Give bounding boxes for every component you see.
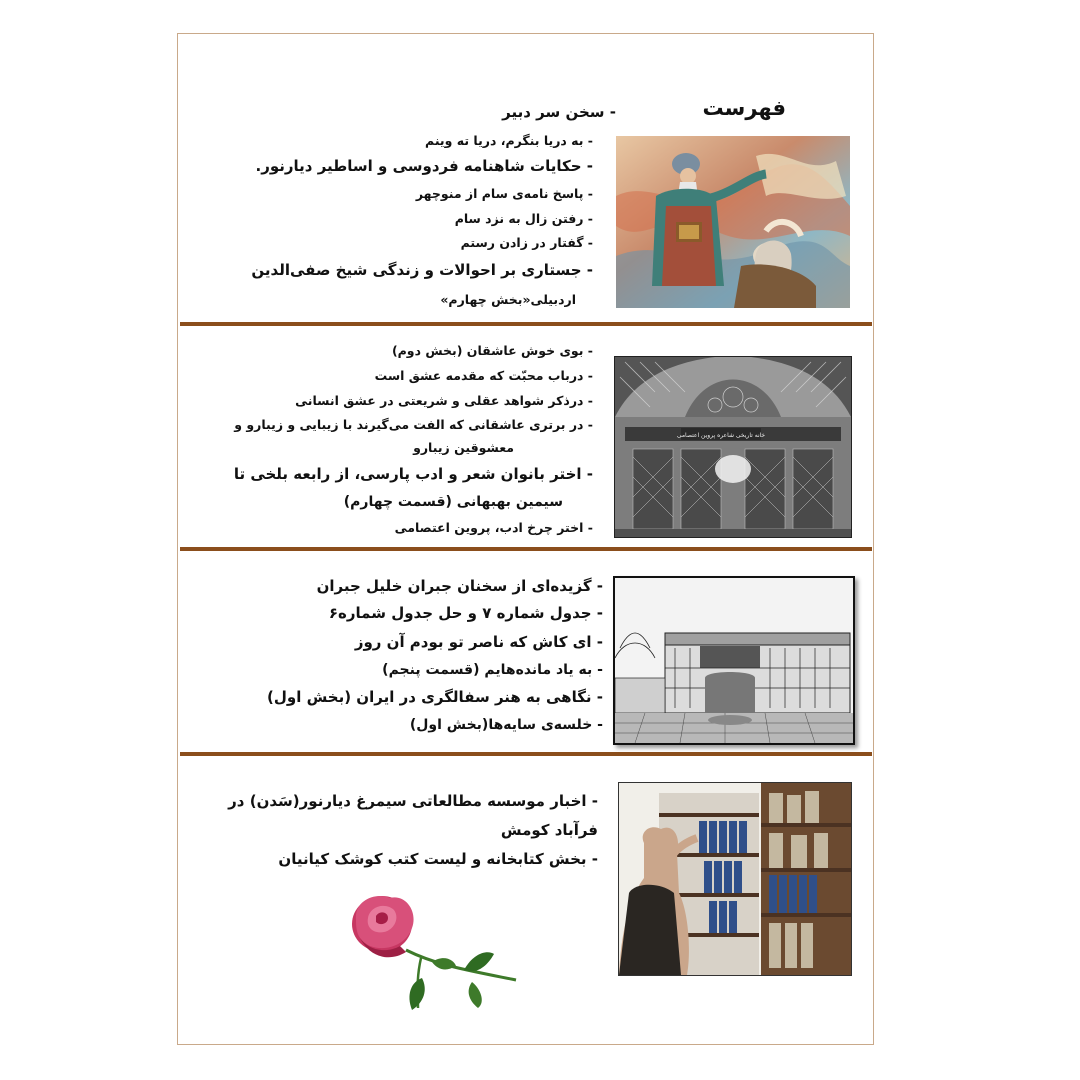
section-divider	[180, 752, 872, 756]
toc-item[interactable]: - اخبار موسسه مطالعاتی سیمرغ دیارنور(سَدن) در	[228, 792, 598, 810]
toc-item[interactable]: - گزیده‌ای از سخنان جبران خلیل جبران	[316, 577, 603, 595]
toc-item[interactable]: - نگاهی به هنر سفالگری در ایران (بخش اول)	[267, 688, 603, 706]
toc-item[interactable]: اردبیلی«بخش چهارم»	[440, 292, 576, 307]
toc-title: فهرست	[702, 96, 786, 120]
house-plaque-text: خانه تاریخی شاعره پروین اعتصامی	[676, 432, 766, 439]
toc-item[interactable]: - گفتار در زادن رستم	[460, 235, 593, 250]
toc-item[interactable]: معشوقین زیبارو	[413, 440, 514, 455]
toc-item[interactable]: - اختر چرخ ادب، پروین اعتصامی	[394, 520, 593, 535]
toc-item[interactable]: - اختر بانوان شعر و ادب پارسی، از رابعه بلخی تا	[233, 465, 593, 483]
parvin-etesami-house-photo	[614, 356, 852, 538]
toc-item[interactable]: - در برتری عاشقانی که الفت می‌گیرند با زیبایی و زیبارو و	[234, 417, 593, 432]
toc-item[interactable]: - پاسخ نامه‌ی سام از منوچهر	[415, 186, 593, 201]
toc-item[interactable]: - به دریا بنگرم، دریا ته وینم	[425, 133, 593, 148]
toc-item[interactable]: - درذکر شواهد عقلی و شریعتی در عشق انسانی	[295, 393, 593, 408]
toc-item[interactable]: - بخش کتابخانه و لیست کتب کوشک کیانیان	[278, 850, 598, 868]
rose-flower-image	[346, 890, 522, 1012]
library-bookshelf-photo	[618, 782, 852, 976]
historic-palace-sketch	[613, 576, 855, 745]
toc-item[interactable]: - خلسه‌ی سایه‌ها(بخش اول)	[409, 717, 603, 733]
toc-item[interactable]: - بوی خوش عاشقان (بخش دوم)	[391, 343, 593, 358]
section-divider	[180, 547, 872, 551]
toc-item[interactable]: - جدول شماره ۷ و حل جدول شماره۶	[328, 604, 603, 622]
toc-item[interactable]: - حکایات شاهنامه فردوسی و اساطیر دیارنور.	[255, 157, 593, 175]
toc-item[interactable]: - به یاد مانده‌هایم (قسمت پنجم)	[382, 662, 603, 678]
toc-item[interactable]: فرآباد کومش	[500, 821, 598, 839]
section-divider	[180, 322, 872, 326]
persian-miniature-painting	[616, 136, 850, 308]
toc-item[interactable]: - سخن سر دبیر	[502, 103, 616, 121]
toc-item[interactable]: - جستاری بر احوالات و زندگی شیخ صفی‌الدین	[251, 261, 593, 279]
toc-item[interactable]: - رفتن زال به نزد سام	[454, 211, 593, 226]
toc-item[interactable]: - ای کاش که ناصر تو بودم آن روز	[354, 633, 603, 651]
toc-item[interactable]: - درباب محبّت که مقدمه عشق است	[374, 368, 593, 383]
toc-item[interactable]: سیمین بهبهانی (قسمت چهارم)	[343, 494, 563, 510]
